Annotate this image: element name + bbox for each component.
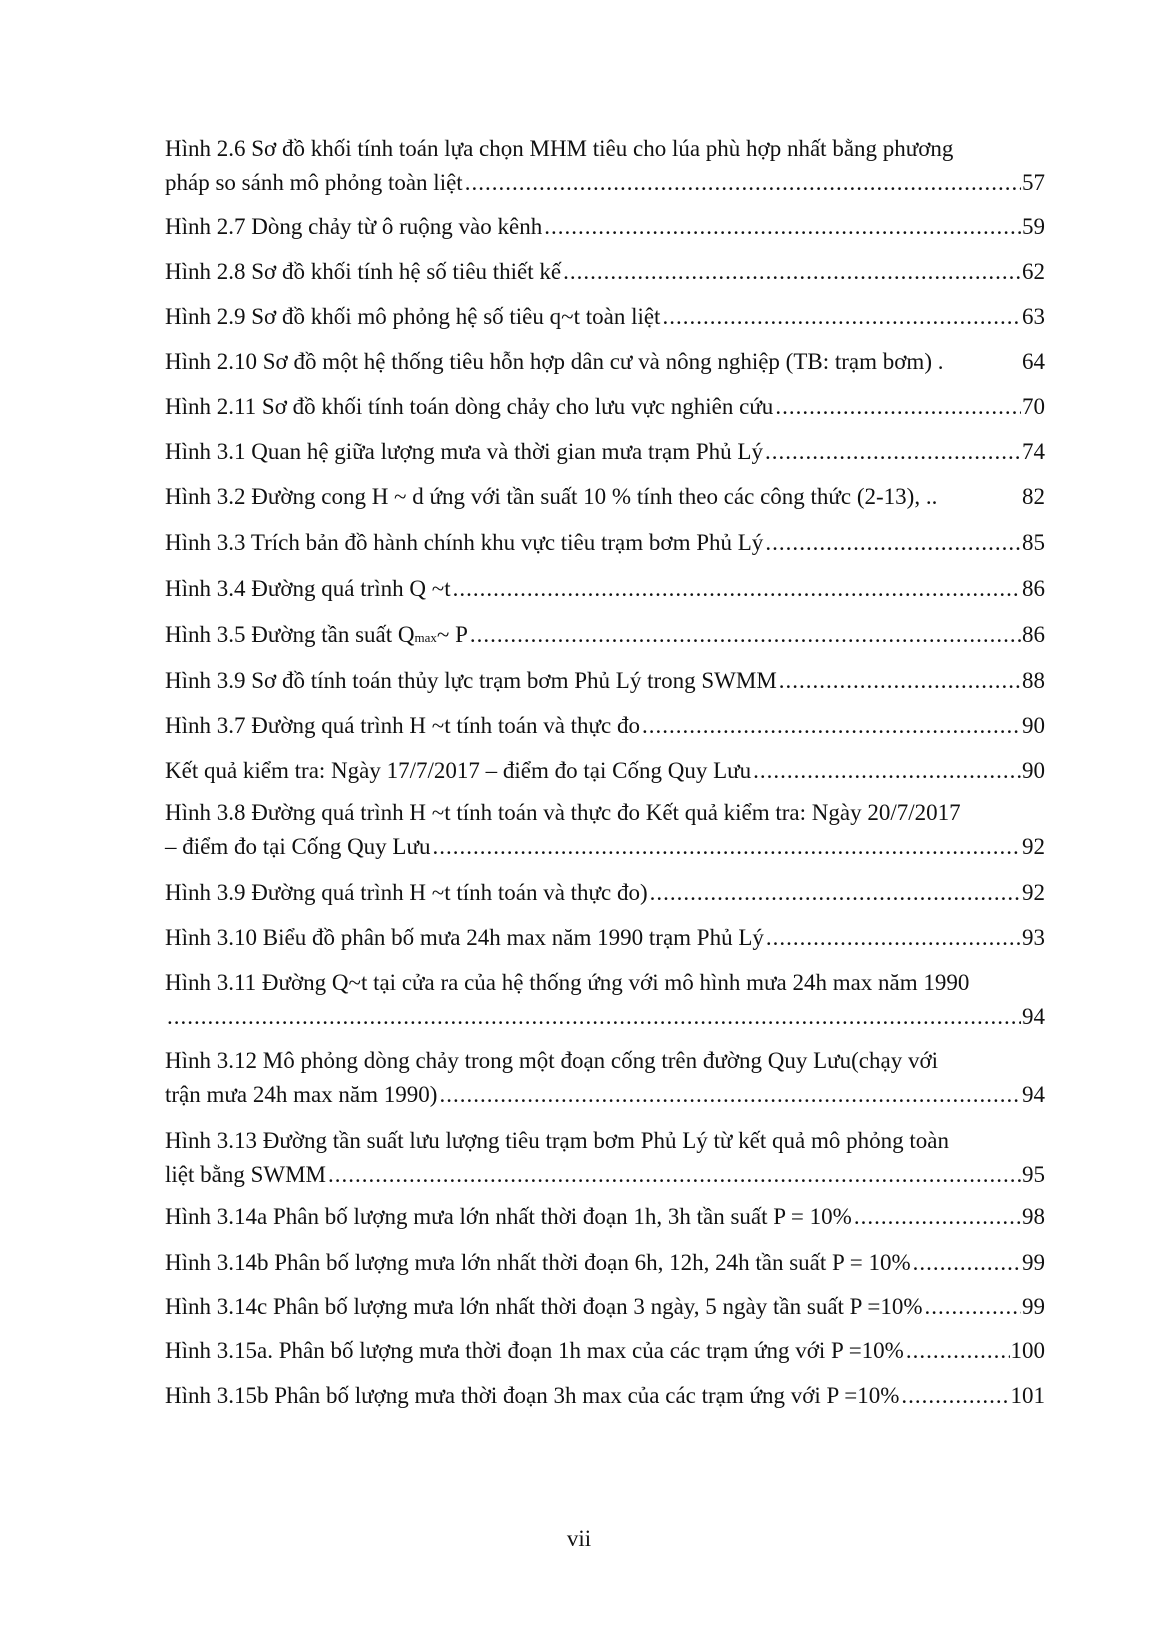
toc-entry-title-suffix: ~ P <box>436 622 468 647</box>
toc-entry-title: Hình 3.14b Phân bố lượng mưa lớn nhất thời đoạn 6h, 12h, 24h tần suất P = 10% <box>165 1250 911 1275</box>
toc-entry-title: Hình 2.11 Sơ đồ khối tính toán dòng chảy cho lưu vực nghiên cứu <box>165 394 774 419</box>
toc-entry-page-number: 99 <box>1022 1250 1045 1275</box>
toc-entry-line <box>165 572 1045 606</box>
toc-entry-title: Hình 3.7 Đường quá trình H ~t tính toán và thực đo <box>165 713 640 738</box>
toc-entry-line <box>165 210 1045 244</box>
toc-entry-title: Hình 3.9 Sơ đồ tính toán thủy lực trạm bơm Phủ Lý trong SWMM <box>165 668 777 693</box>
toc-entry-title: Hình 3.14a Phân bố lượng mưa lớn nhất thời đoạn 1h, 3h tần suất P = 10% <box>165 1204 852 1229</box>
toc-entry-title: – điểm đo tại Cống Quy Lưu <box>165 834 431 859</box>
dot-leader <box>662 300 1021 334</box>
toc-entry-page-number: 74 <box>1022 439 1045 464</box>
toc-entry-page-number: 85 <box>1022 530 1045 555</box>
toc-entry-line <box>165 1379 1045 1413</box>
toc-entry-page-number: 90 <box>1022 713 1045 738</box>
toc-entry[interactable] <box>165 796 1045 864</box>
toc-entry-page-number: 59 <box>1022 214 1045 239</box>
toc-entry-title: Hình 3.12 Mô phỏng dòng chảy trong một đoạn cống trên đường Quy Lưu(chạy với <box>165 1048 939 1073</box>
toc-entry[interactable] <box>165 526 1045 560</box>
dot-leader <box>924 1290 1021 1324</box>
toc-entry[interactable] <box>165 1044 1045 1112</box>
toc-entry[interactable] <box>165 876 1045 910</box>
toc-entry[interactable] <box>165 255 1045 289</box>
toc-entry-title: Hình 3.13 Đường tần suất lưu lượng tiêu trạm bơm Phủ Lý từ kết quả mô phỏng toàn <box>165 1128 949 1153</box>
toc-entry-line <box>165 1158 1045 1192</box>
toc-entry-page-number: 92 <box>1022 834 1045 859</box>
toc-entry-page-number: 92 <box>1022 880 1045 905</box>
toc-entry-title: trận mưa 24h max năm 1990) <box>165 1082 438 1107</box>
toc-entry-line <box>165 1000 1045 1034</box>
toc-entry-page-number: 63 <box>1022 304 1045 329</box>
dot-leader <box>901 1379 1009 1413</box>
toc-entry-title-line <box>165 132 1045 166</box>
toc-entry-title: Hình 2.7 Dòng chảy từ ô ruộng vào kênh <box>165 214 543 239</box>
toc-entry[interactable] <box>165 1334 1045 1368</box>
dot-leader <box>439 1078 1021 1112</box>
toc-entry-line: Hình 3.5 Đường tần suất Q max ~ P ..... 86 <box>165 618 1045 652</box>
toc-entry-line <box>165 166 1045 200</box>
toc-entry-title: Hình 3.5 Đường tần suất Q <box>165 622 415 647</box>
toc-entry[interactable] <box>165 966 1045 1034</box>
toc-entry-line <box>165 390 1045 424</box>
toc-entry-line <box>165 664 1045 698</box>
toc-entry-line <box>165 345 1045 379</box>
page-number: vii <box>566 1526 592 1551</box>
toc-entry-line <box>165 255 1045 289</box>
dot-leader <box>453 572 1021 606</box>
toc-entry-title: Hình 3.11 Đường Q~t tại cửa ra của hệ thống ứng với mô hình mưa 24h max năm 1990 <box>165 970 970 995</box>
toc-entry-page-number: 86 <box>1022 622 1045 647</box>
toc-entry-line <box>165 1290 1045 1324</box>
toc-entry[interactable] <box>165 664 1045 698</box>
toc-entry-title: Hình 2.9 Sơ đồ khối mô phỏng hệ số tiêu q~t toàn liệt <box>165 304 661 329</box>
toc-entry-line <box>165 526 1045 560</box>
toc-entry-line <box>165 830 1045 864</box>
toc-entry-page-number: 100 <box>1010 1338 1045 1363</box>
toc-entry-line <box>165 480 1045 514</box>
toc-entry-page-number: 64 <box>1022 349 1045 374</box>
toc-entry-title: Hình 3.1 Quan hệ giữa lượng mưa và thời gian mưa trạm Phủ Lý <box>165 439 763 464</box>
toc-entry-page-number: 94 <box>1022 1004 1045 1029</box>
toc-entry[interactable] <box>165 572 1045 606</box>
dot-leader <box>432 830 1021 864</box>
toc-entry[interactable] <box>165 435 1045 469</box>
dot-leader <box>650 876 1021 910</box>
toc-entry-line <box>165 876 1045 910</box>
toc-entry-title-line <box>165 966 1045 1000</box>
toc-entry-title-line <box>165 1124 1045 1158</box>
toc-entry-page-number: 82 <box>1022 484 1045 509</box>
toc-entry-title-line <box>165 796 1045 830</box>
toc-entry-line <box>165 921 1045 955</box>
dot-leader <box>470 618 1021 652</box>
dot-leader <box>465 166 1021 200</box>
toc-entry[interactable] <box>165 1200 1045 1234</box>
toc-entry[interactable] <box>165 132 1045 200</box>
dot-leader <box>167 1000 1021 1034</box>
toc-entry-line <box>165 300 1045 334</box>
toc-entry-line <box>165 709 1045 743</box>
toc-entry-page-number: 99 <box>1022 1294 1045 1319</box>
dot-leader <box>765 435 1021 469</box>
toc-entry[interactable] <box>165 921 1045 955</box>
toc-entry-page-number: 101 <box>1010 1383 1045 1408</box>
toc-entry[interactable] <box>165 300 1045 334</box>
dot-leader <box>913 1246 1021 1280</box>
dot-leader <box>775 390 1021 424</box>
toc-entry[interactable] <box>165 345 1045 379</box>
dot-leader <box>642 709 1021 743</box>
toc-entry-title: Hình 3.15a. Phân bố lượng mưa thời đoạn 1h max của các trạm ứng với P =10% <box>165 1338 904 1363</box>
toc-entry[interactable] <box>165 1379 1045 1413</box>
toc-entry-title: Hình 3.3 Trích bản đồ hành chính khu vực tiêu trạm bơm Phủ Lý <box>165 530 764 555</box>
toc-entry-page-number: 98 <box>1022 1204 1045 1229</box>
toc-entry-line <box>165 435 1045 469</box>
toc-entry-page-number: 94 <box>1022 1082 1045 1107</box>
dot-leader <box>544 210 1021 244</box>
toc-entry-title: Hình 3.15b Phân bố lượng mưa thời đoạn 3h max của các trạm ứng với P =10% <box>165 1383 900 1408</box>
toc-entry-line <box>165 1246 1045 1280</box>
dot-leader <box>328 1158 1021 1192</box>
toc-entry-title: Hình 2.10 Sơ đồ một hệ thống tiêu hỗn hợp dân cư và nông nghiệp (TB: trạm bơm) . <box>165 349 944 374</box>
toc-entry[interactable] <box>165 709 1045 743</box>
dot-leader <box>906 1334 1010 1368</box>
toc-entry-line <box>165 1078 1045 1112</box>
toc-entry-page-number: 70 <box>1022 394 1045 419</box>
toc-entry[interactable] <box>165 754 1045 788</box>
toc-entry-page-number: 90 <box>1022 758 1045 783</box>
toc-entry[interactable] <box>165 1246 1045 1280</box>
toc-entry-title: Hình 3.10 Biểu đồ phân bố mưa 24h max năm 1990 trạm Phủ Lý <box>165 925 764 950</box>
toc-entry[interactable] <box>165 480 1045 514</box>
toc-entry-title: pháp so sánh mô phỏng toàn liệt <box>165 170 463 195</box>
toc-entry-page-number: 95 <box>1022 1162 1045 1187</box>
dot-leader <box>753 754 1021 788</box>
toc-entry[interactable] <box>165 210 1045 244</box>
toc-entry-page-number: 93 <box>1022 925 1045 950</box>
dot-leader <box>779 664 1021 698</box>
dot-leader <box>766 921 1021 955</box>
toc-entry[interactable] <box>165 1290 1045 1324</box>
toc-entry-title: Hình 3.2 Đường cong H ~ d ứng với tần suất 10 % tính theo các công thức (2-13), .. <box>165 484 938 509</box>
toc-entry-page-number: 88 <box>1022 668 1045 693</box>
toc-entry-page-number: 62 <box>1022 259 1045 284</box>
toc-entry-title: liệt bằng SWMM <box>165 1162 326 1187</box>
toc-entry[interactable] <box>165 390 1045 424</box>
toc-entry-title: Kết quả kiểm tra: Ngày 17/7/2017 – điểm đo tại Cống Quy Lưu <box>165 758 752 783</box>
toc-entry-title: Hình 3.9 Đường quá trình H ~t tính toán và thực đo) <box>165 880 648 905</box>
toc-entry-title: Hình 3.14c Phân bố lượng mưa lớn nhất thời đoạn 3 ngày, 5 ngày tần suất P =10% <box>165 1294 923 1319</box>
toc-entry-title: Hình 3.8 Đường quá trình H ~t tính toán và thực đo Kết quả kiểm tra: Ngày 20/7/2017 <box>165 800 961 825</box>
toc-entry[interactable] <box>165 618 1045 652</box>
toc-entry-title: Hình 2.6 Sơ đồ khối tính toán lựa chọn MHM tiêu cho lúa phù hợp nhất bằng phương <box>165 136 954 161</box>
toc-entry-page-number: 86 <box>1022 576 1045 601</box>
toc-entry[interactable] <box>165 1124 1045 1192</box>
toc-entry-title-line <box>165 1044 1045 1078</box>
toc-entry-title: Hình 3.4 Đường quá trình Q ~t <box>165 576 451 601</box>
toc-entry-line <box>165 754 1045 788</box>
toc-entry-title: Hình 2.8 Sơ đồ khối tính hệ số tiêu thiết kế <box>165 259 562 284</box>
toc-entry-line <box>165 1334 1045 1368</box>
dot-leader <box>765 526 1021 560</box>
toc-entry-line <box>165 1200 1045 1234</box>
dot-leader <box>854 1200 1021 1234</box>
toc-entry-page-number: 57 <box>1022 170 1045 195</box>
dot-leader <box>563 255 1021 289</box>
